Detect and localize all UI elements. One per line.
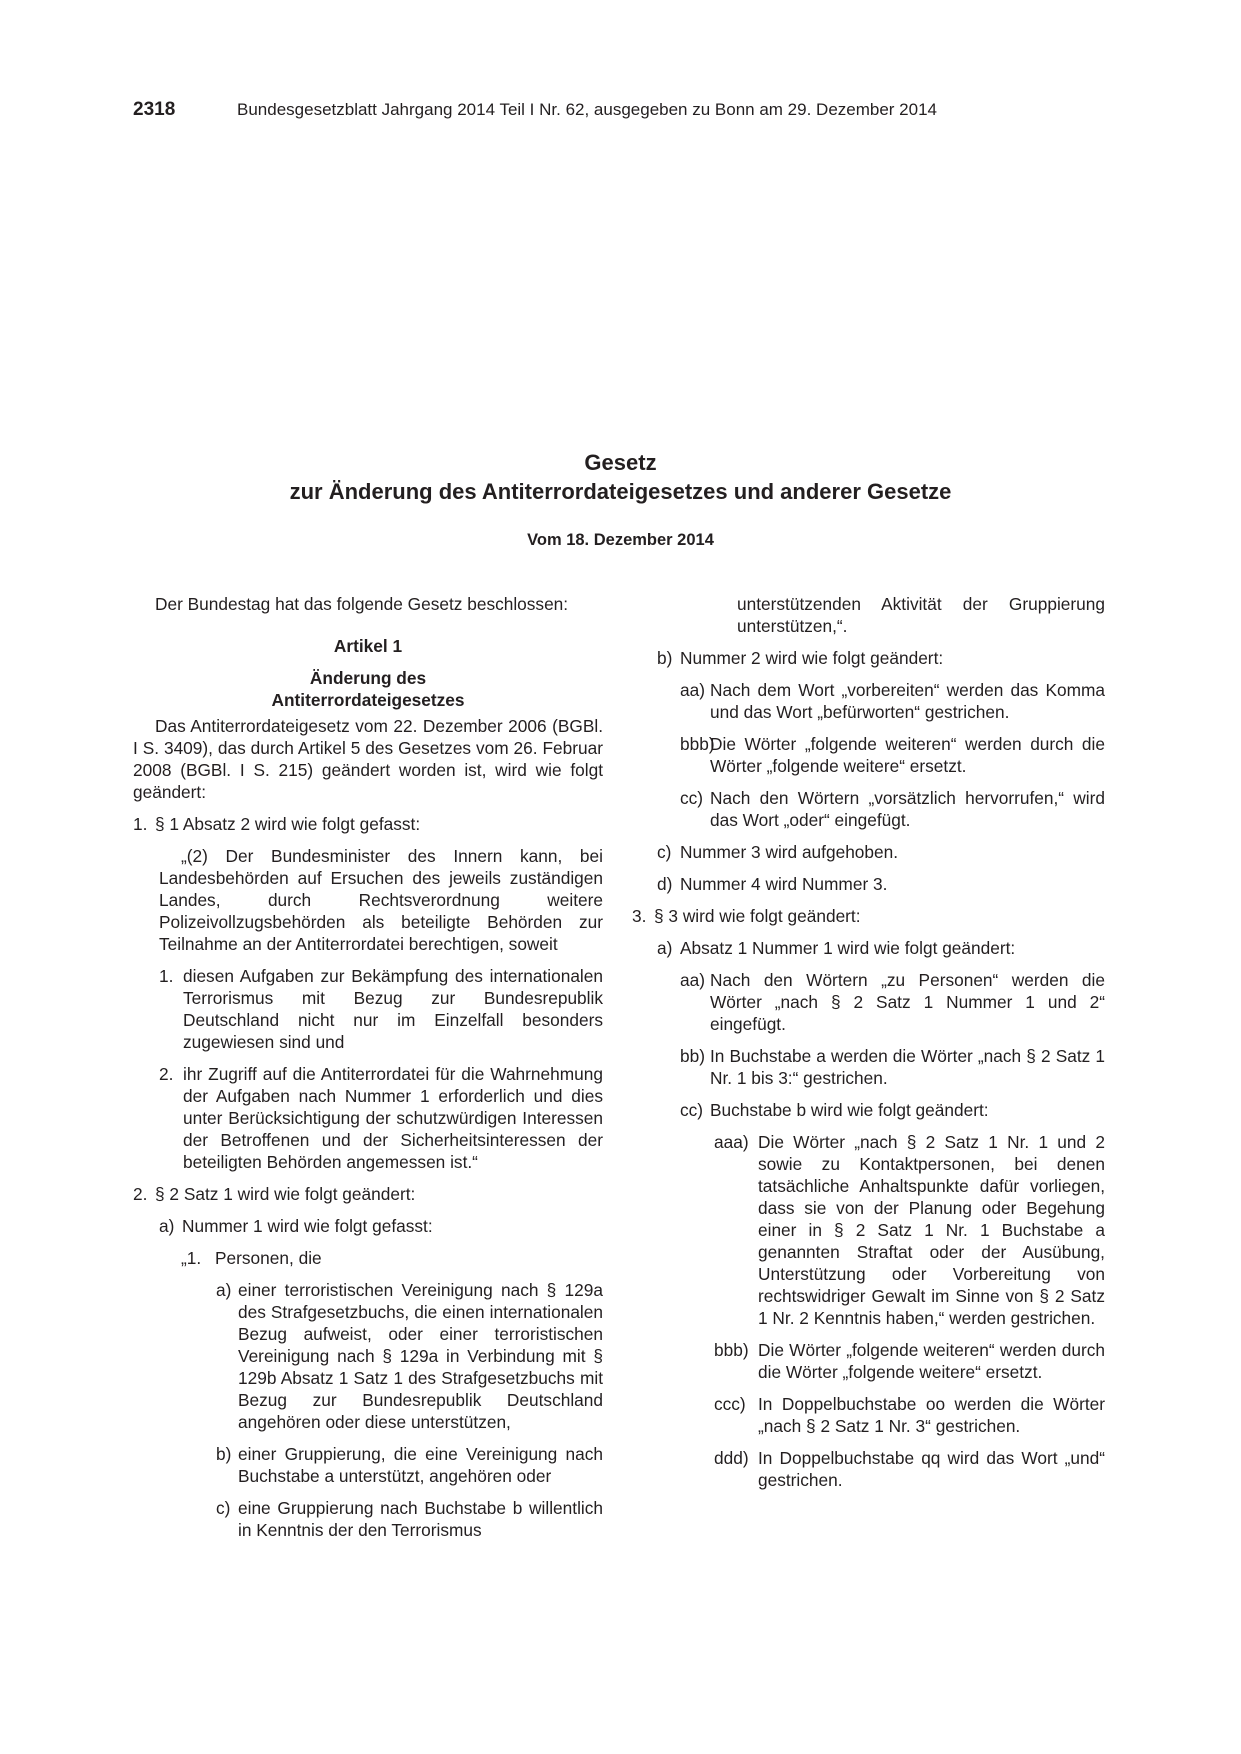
item-text: Nach den Wörtern „vorsätzlich hervorrufen,“ wird das Wort „oder“ eingefügt. (710, 788, 1105, 830)
list-item-1 (133, 813, 603, 835)
list-item-2d (657, 873, 1105, 895)
item-label: 2. (159, 1064, 174, 1084)
quoted-item-1 (159, 965, 603, 1053)
item-label: „1. (181, 1248, 202, 1268)
item-label: 1. (133, 814, 148, 834)
list-item-2b-bb (680, 733, 1105, 777)
item-text: Personen, die (215, 1248, 322, 1268)
list-item-3a-cc-ccc (714, 1393, 1105, 1437)
item-text: § 3 wird wie folgt geändert: (654, 906, 861, 926)
list-item-2c (657, 841, 1105, 863)
item-text: Die Wörter „folgende weiteren“ werden durch die Wörter „folgende weitere“ ersetzt. (710, 734, 1105, 776)
item-label: aaa) (714, 1132, 749, 1152)
list-item-3a-cc-ddd (714, 1447, 1105, 1491)
item-label: bbb) (714, 1340, 749, 1360)
list-item-2b-aa (680, 679, 1105, 723)
item-text: Nummer 1 wird wie folgt gefasst: (182, 1216, 433, 1236)
list-item-3a-cc (680, 1099, 1105, 1121)
item-text: diesen Aufgaben zur Bekämpfung des internationalen Terrorismus mit Bezug zur Bundesrepublik Deutschland nicht nur im Einzelfall besonders zugewiesen sind und (183, 966, 603, 1052)
artikel-title-1: Änderung des (309, 668, 427, 688)
list-item-2a (159, 1215, 603, 1237)
item-text: ihr Zugriff auf die Antiterrordatei für die Wahrnehmung der Aufgaben nach Nummer 1 erforderlich und dies unter Berücksichtigung der schutzwürdigen Interessen der Betroffenen und der Sicherheitsinteressen der beteiligten Behörden angemessen ist.“ (183, 1064, 603, 1172)
item-text: § 1 Absatz 2 wird wie folgt gefasst: (155, 814, 421, 834)
quoted-subitem-b (216, 1443, 603, 1487)
item-text: § 2 Satz 1 wird wie folgt geändert: (155, 1184, 416, 1204)
item-label: d) (657, 874, 673, 894)
item-text: Nach den Wörtern „zu Personen“ werden die Wörter „nach § 2 Satz 1 Nummer 1 und 2“ eingefügt. (710, 970, 1105, 1034)
item-label: 3. (632, 906, 647, 926)
item-label: b) (216, 1444, 232, 1464)
item-label: aa) (680, 970, 705, 990)
item-text: einer Gruppierung, die eine Vereinigung nach Buchstabe a unterstützt, angehören oder (238, 1444, 603, 1486)
page-number: 2318 (133, 99, 176, 120)
item-text: In Doppelbuchstabe oo werden die Wörter „nach § 2 Satz 1 Nr. 3“ gestrichen. (758, 1394, 1105, 1436)
item-text: eine Gruppierung nach Buchstabe b willentlich in Kenntnis der den Terrorismus (238, 1498, 603, 1540)
item-text: einer terroristischen Vereinigung nach § 129a des Strafgesetzbuchs, die einen internationalen Bezug aufweist, oder einer terroristischen Vereinigung nach § 129a in Verbindung mit § 129b Absatz 1 Satz 1 des Strafgesetzbuchs mit Bezug zur Bundesrepublik Deutschland angehören oder diese unterstützen, (238, 1280, 603, 1432)
quoted-subitem-a (216, 1279, 603, 1433)
left-column (133, 593, 603, 1541)
list-item-2 (133, 1183, 603, 1205)
item-text: Nach dem Wort „vorbereiten“ werden das Komma und das Wort „befürworten“ gestrichen. (710, 680, 1105, 722)
item-label: ccc) (714, 1394, 746, 1414)
item-label: a) (159, 1216, 175, 1236)
item-text: Die Wörter „nach § 2 Satz 1 Nr. 1 und 2 sowie zu Kontaktpersonen, bei denen tatsächliche Anhaltspunkte dafür vorliegen, dass sie von der Planung oder Begehung einer in § 2 Satz 1 Nr. 1 Buchstabe a genannten Straftat oder der Ausübung, Unterstützung oder Vorbereitung von rechtswidriger Gewalt im Sinne von § 2 Satz 1 Nr. 2 Kenntnis haben,“ werden gestrichen. (758, 1132, 1105, 1328)
item-label: c) (657, 842, 672, 862)
item-label: 1. (159, 966, 174, 986)
list-item-3 (632, 905, 1105, 927)
law-date: Vom 18. Dezember 2014 (527, 531, 714, 549)
list-item-3a (657, 937, 1105, 959)
list-item-2b-cc (680, 787, 1105, 831)
subitem-c-continuation: unterstützenden Aktivität der Gruppierung unterstützen,“. (737, 594, 1105, 636)
item-label: a) (216, 1280, 232, 1300)
item-text: In Buchstabe a werden die Wörter „nach § 2 Satz 1 Nr. 1 bis 3:“ gestrichen. (710, 1046, 1105, 1088)
item-text: Absatz 1 Nummer 1 wird wie folgt geändert: (680, 938, 1016, 958)
list-item-2b (657, 647, 1105, 669)
item-text: Die Wörter „folgende weiteren“ werden durch die Wörter „folgende weitere“ ersetzt. (758, 1340, 1105, 1382)
item-label: c) (216, 1498, 231, 1518)
item-label: aa) (680, 680, 705, 700)
list-item-3a-aa (680, 969, 1105, 1035)
item-label: bbb) (680, 734, 715, 754)
law-title-block (0, 448, 1241, 550)
item-text: Buchstabe b wird wie folgt geändert: (710, 1100, 989, 1120)
item-label: ddd) (714, 1448, 749, 1468)
running-title: Bundesgesetzblatt Jahrgang 2014 Teil I Nr. 62, ausgegeben zu Bonn am 29. Dezember 2014 (237, 100, 937, 119)
item-label: bb) (680, 1046, 705, 1066)
item-label: a) (657, 938, 673, 958)
item-label: cc) (680, 788, 704, 808)
law-title-line1: Gesetz (584, 450, 657, 475)
artikel-title-2: Antiterrordateigesetzes (271, 690, 465, 710)
right-column (632, 593, 1105, 1491)
artikel-intro: Das Antiterrordateigesetz vom 22. Dezember 2006 (BGBl. I S. 3409), das durch Artikel 5 des Gesetzes vom 26. Februar 2008 (BGBl. I S. 215) geändert worden ist, wird wie folgt geändert: (133, 716, 603, 802)
item-label: b) (657, 648, 673, 668)
item-text: Nummer 3 wird aufgehoben. (680, 842, 899, 862)
item-text: In Doppelbuchstabe qq wird das Wort „und“ gestrichen. (758, 1448, 1105, 1490)
quoted-subitem-c (216, 1497, 603, 1541)
list-item-3a-cc-aaa (714, 1131, 1105, 1329)
preamble: Der Bundestag hat das folgende Gesetz beschlossen: (155, 594, 569, 614)
item-text: Nummer 4 wird Nummer 3. (680, 874, 888, 894)
quoted-item-personen (181, 1247, 603, 1269)
list-item-3a-bb (680, 1045, 1105, 1089)
item-label: cc) (680, 1100, 704, 1120)
item-label: 2. (133, 1184, 148, 1204)
list-item-3a-cc-bbb (714, 1339, 1105, 1383)
artikel-heading: Artikel 1 (333, 636, 403, 656)
running-header (133, 99, 1113, 121)
quoted-item-2 (159, 1063, 603, 1173)
quoted-paragraph: „(2) Der Bundesminister des Innern kann, bei Landesbehörden auf Ersuchen des jeweils zuständigen Landes, durch Rechtsverordnung weitere Polizeivollzugsbehörden als beteiligte Behörden zur Teilnahme an der Antiterrordatei berechtigen, soweit (159, 846, 603, 954)
item-text: Nummer 2 wird wie folgt geändert: (680, 648, 944, 668)
law-title-line2: zur Änderung des Antiterrordateigesetzes und anderer Gesetze (289, 479, 952, 504)
